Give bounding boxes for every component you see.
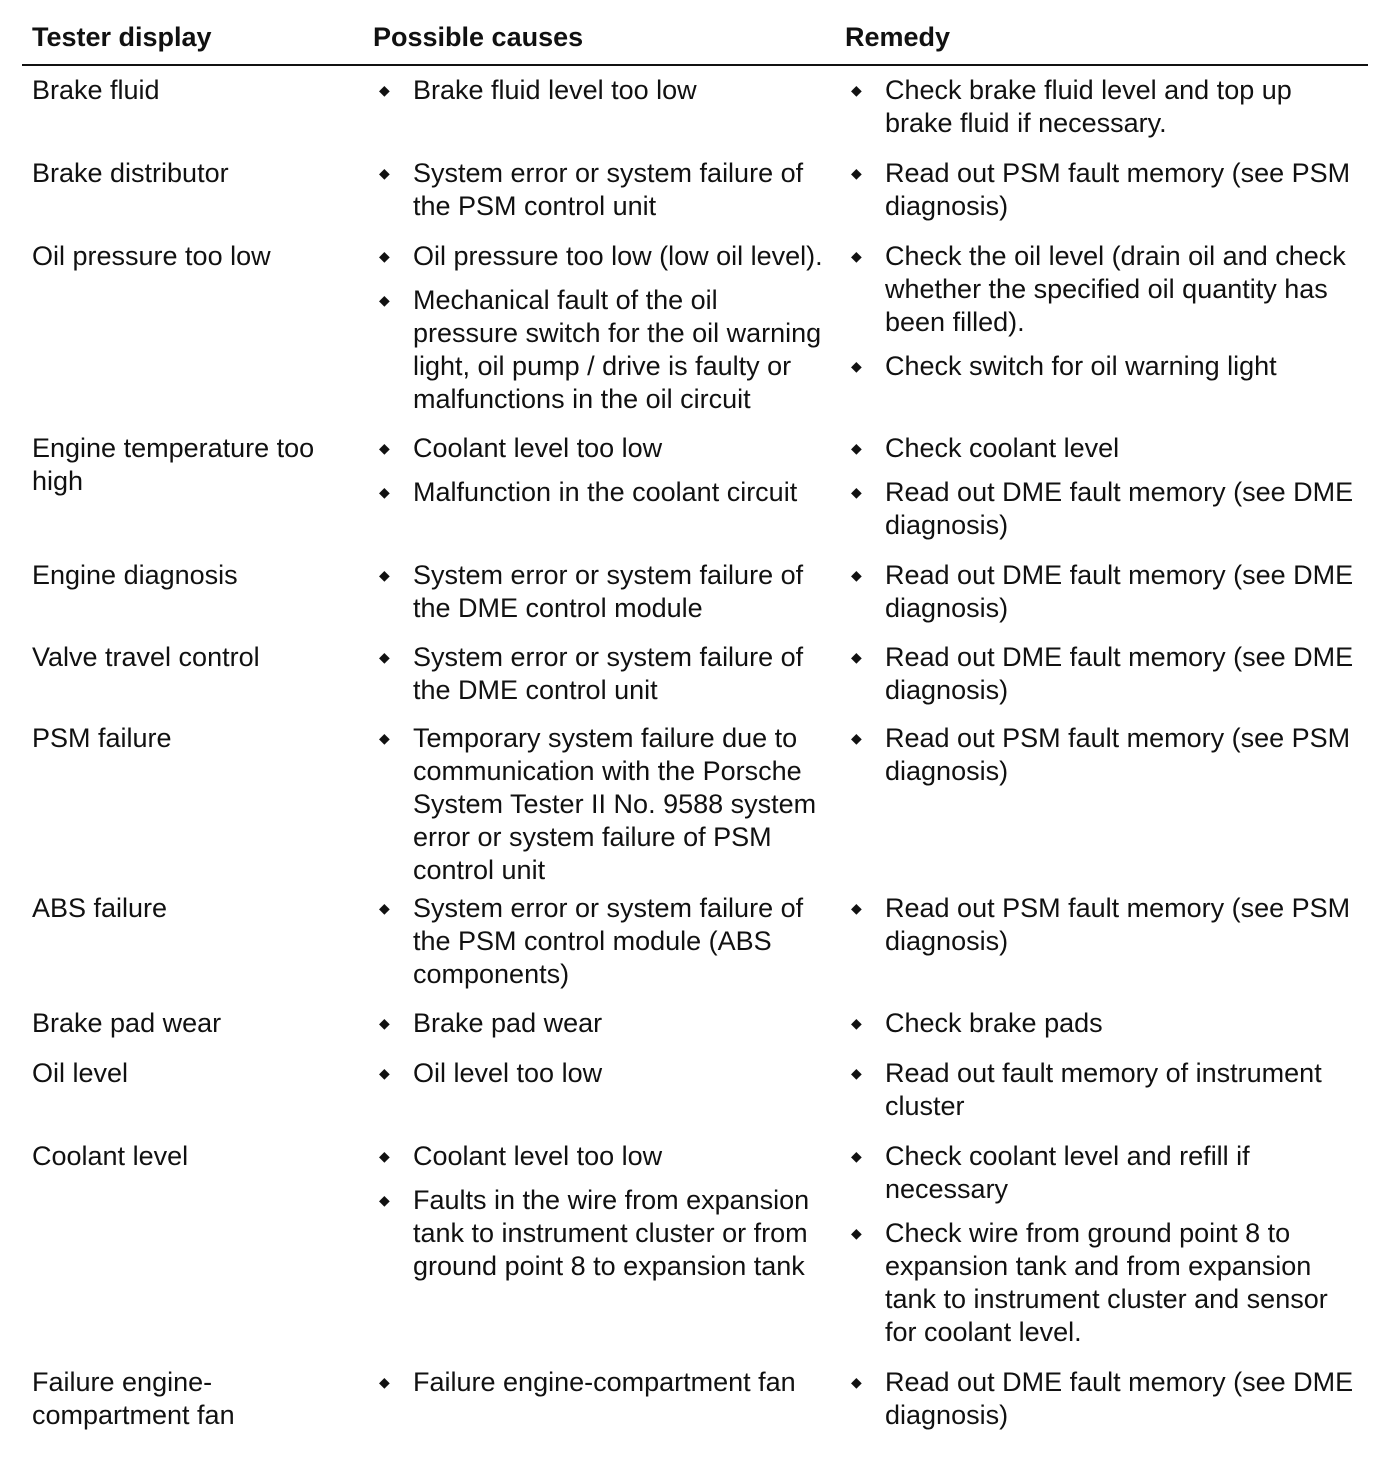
cause-text: Coolant level too low [413,433,663,463]
cause-item [373,1007,828,1040]
tester-display-cell: Brake fluid [32,75,160,105]
remedy-item [845,559,1365,625]
cause-item [373,559,828,625]
remedy-cell [845,1007,1365,1051]
cause-cell [373,559,828,636]
remedy-text: Read out DME fault memory (see DME diagnosis) [885,1367,1354,1430]
cause-text: System error or system failure of the PSM control module (ABS components) [413,893,804,989]
table-header [22,20,1368,66]
cause-item [373,1057,828,1090]
diamond-bullet-icon: ◆ [379,1374,390,1390]
remedy-item [845,240,1365,339]
remedy-text: Check brake fluid level and top up brake fluid if necessary. [885,75,1292,138]
cause-cell [373,892,828,1002]
cause-item [373,476,828,509]
diamond-bullet-icon: ◆ [851,649,862,665]
remedy-item [845,1366,1365,1432]
tester-display-cell: Valve travel control [32,642,260,672]
remedy-text: Read out PSM fault memory (see PSM diagnosis) [885,158,1351,221]
remedy-cell [845,1057,1365,1134]
remedy-item [845,722,1365,788]
cause-text: Brake fluid level too low [413,75,697,105]
cause-item [373,240,828,273]
remedy-text: Check wire from ground point 8 to expansion tank and from expansion tank to instrument cluster and sensor for coolant level. [885,1218,1328,1347]
tester-display-cell: Engine temperature too high [32,433,315,496]
tester-display-cell: PSM failure [32,723,172,753]
diamond-bullet-icon: ◆ [379,1148,390,1164]
diamond-bullet-icon: ◆ [851,248,862,264]
remedy-text: Read out fault memory of instrument cluster [885,1058,1322,1121]
cause-item [373,157,828,223]
cause-text: Faults in the wire from expansion tank to instrument cluster or from ground point 8 to expansion tank [413,1185,810,1281]
cause-item [373,284,828,416]
header-possible-causes: Possible causes [373,22,584,52]
diamond-bullet-icon: ◆ [379,1192,390,1208]
tester-display-cell: Brake pad wear [32,1008,222,1038]
remedy-item [845,892,1365,958]
diamond-bullet-icon: ◆ [851,440,862,456]
cause-text: System error or system failure of the DME control unit [413,642,804,705]
cause-text: Failure engine-compartment fan [413,1367,796,1397]
remedy-item [845,74,1365,140]
remedy-text: Read out PSM fault memory (see PSM diagnosis) [885,723,1351,786]
remedy-cell [845,641,1365,718]
tester-display-cell: Failure engine-compartment fan [32,1367,235,1430]
diamond-bullet-icon: ◆ [851,730,862,746]
cause-item [373,1140,828,1173]
cause-text: Temporary system failure due to communication with the Porsche System Tester II No. 9588 system error or system failure of PSM control unit [413,723,817,885]
cause-text: Oil pressure too low (low oil level). [413,241,823,271]
remedy-item [845,1007,1365,1040]
cause-cell [373,157,828,234]
remedy-text: Check switch for oil warning light [885,351,1277,381]
remedy-text: Check coolant level and refill if necessary [885,1141,1250,1204]
remedy-text: Check brake pads [885,1008,1103,1038]
remedy-item [845,1217,1365,1349]
troubleshooting-table [22,20,1368,1430]
header-remedy: Remedy [845,22,951,52]
cause-text: Malfunction in the coolant circuit [413,477,798,507]
remedy-cell [845,1140,1365,1360]
diamond-bullet-icon: ◆ [379,1065,390,1081]
remedy-item [845,476,1365,542]
cause-text: Oil level too low [413,1058,603,1088]
remedy-text: Read out DME fault memory (see DME diagnosis) [885,477,1354,540]
diamond-bullet-icon: ◆ [851,900,862,916]
cause-item [373,74,828,107]
diamond-bullet-icon: ◆ [851,1225,862,1241]
remedy-item [845,1057,1365,1123]
diamond-bullet-icon: ◆ [379,82,390,98]
remedy-item [845,157,1365,223]
remedy-item [845,432,1365,465]
remedy-cell [845,722,1365,799]
diamond-bullet-icon: ◆ [851,1374,862,1390]
cause-item [373,892,828,991]
cause-item [373,1366,828,1399]
diamond-bullet-icon: ◆ [851,1015,862,1031]
diamond-bullet-icon: ◆ [851,358,862,374]
cause-cell [373,1007,828,1051]
cause-text: Coolant level too low [413,1141,663,1171]
remedy-cell [845,892,1365,969]
diamond-bullet-icon: ◆ [379,1015,390,1031]
diamond-bullet-icon: ◆ [379,440,390,456]
diamond-bullet-icon: ◆ [379,248,390,264]
tester-display-cell: Engine diagnosis [32,560,238,590]
tester-display-cell: Brake distributor [32,158,229,188]
cause-text: Brake pad wear [413,1008,603,1038]
remedy-cell [845,432,1365,553]
header-tester-display: Tester display [32,22,212,52]
diamond-bullet-icon: ◆ [379,649,390,665]
cause-cell [373,722,828,898]
diamond-bullet-icon: ◆ [851,484,862,500]
cause-cell [373,432,828,520]
diamond-bullet-icon: ◆ [851,165,862,181]
cause-item [373,432,828,465]
tester-display-cell: Oil level [32,1058,129,1088]
remedy-text: Read out DME fault memory (see DME diagnosis) [885,560,1354,623]
tester-display-cell: Oil pressure too low [32,241,271,271]
cause-text: System error or system failure of the DME control module [413,560,804,623]
remedy-text: Read out DME fault memory (see DME diagnosis) [885,642,1354,705]
cause-item [373,1184,828,1283]
diamond-bullet-icon: ◆ [379,484,390,500]
remedy-cell [845,559,1365,636]
cause-cell [373,1366,828,1410]
diamond-bullet-icon: ◆ [379,900,390,916]
cause-item [373,641,828,707]
remedy-text: Check coolant level [885,433,1120,463]
diamond-bullet-icon: ◆ [851,1148,862,1164]
diamond-bullet-icon: ◆ [379,292,390,308]
remedy-cell [845,74,1365,151]
cause-cell [373,74,828,118]
cause-cell [373,240,828,427]
tester-display-cell: Coolant level [32,1141,189,1171]
cause-text: Mechanical fault of the oil pressure switch for the oil warning light, oil pump / drive is faulty or malfunctions in the oil circuit [413,285,822,414]
remedy-cell [845,240,1365,394]
tester-display-cell: ABS failure [32,893,168,923]
diamond-bullet-icon: ◆ [379,165,390,181]
cause-cell [373,1140,828,1294]
diamond-bullet-icon: ◆ [851,1065,862,1081]
cause-item [373,722,828,887]
remedy-cell [845,157,1365,234]
diamond-bullet-icon: ◆ [851,567,862,583]
cause-cell [373,641,828,718]
remedy-item [845,641,1365,707]
cause-text: System error or system failure of the PSM control unit [413,158,804,221]
diamond-bullet-icon: ◆ [379,567,390,583]
remedy-text: Read out PSM fault memory (see PSM diagnosis) [885,893,1351,956]
remedy-item [845,350,1365,383]
remedy-text: Check the oil level (drain oil and check whether the specified oil quantity has been filled). [885,241,1346,337]
remedy-item [845,1140,1365,1206]
remedy-cell [845,1366,1365,1443]
cause-cell [373,1057,828,1101]
diamond-bullet-icon: ◆ [851,82,862,98]
diamond-bullet-icon: ◆ [379,730,390,746]
